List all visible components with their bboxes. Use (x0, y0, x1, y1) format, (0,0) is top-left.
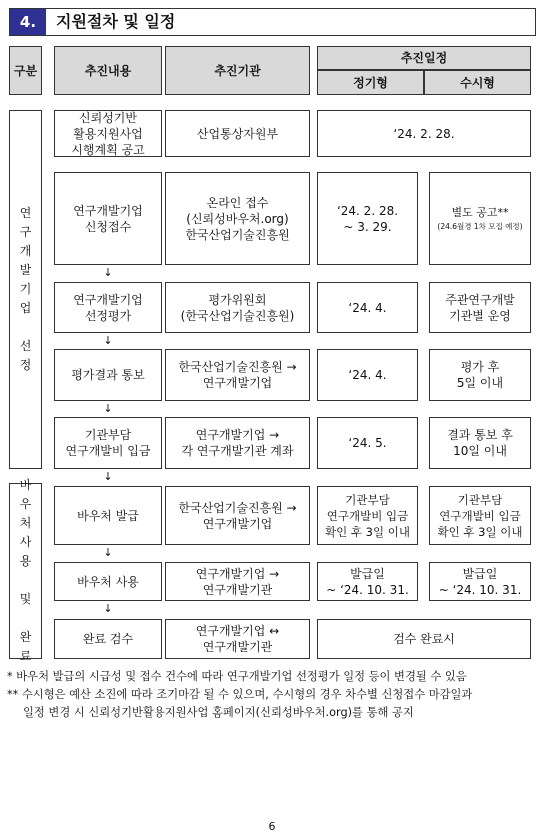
section-number: 4. (10, 9, 46, 35)
row-occasional: 기관부담 연구개발비 입금 확인 후 3일 이내 (429, 486, 531, 545)
header-occasional: 수시형 (424, 70, 531, 95)
group-selection (9, 110, 42, 469)
row-occasional: 결과 통보 후 10일 이내 (429, 417, 531, 469)
row-content: 완료 검수 (54, 619, 162, 659)
footnote: * 바우처 발급의 시급성 및 접수 건수에 따라 연구개발기업 선정평가 일정 등이 변경될 수 있음 (7, 670, 467, 683)
section-title: 지원절차 및 일정 (56, 12, 176, 31)
row-content: 바우처 발급 (54, 486, 162, 545)
row-content: 신뢰성기반 활용지원사업 시행계획 공고 (54, 110, 162, 157)
occasional-sub: (24.6월경 1차 모집 예정) (437, 221, 523, 231)
footnote: ** 수시형은 예산 소진에 따라 조기마감 될 수 있으며, 수시형의 경우 차수별 신청접수 마감일과 (7, 688, 473, 701)
header-content: 추진내용 (54, 46, 162, 95)
row-occasional: 발급일 ~ ‘24. 10. 31. (429, 562, 531, 601)
row-regular: ‘24. 4. (317, 282, 418, 333)
footnote: 일정 변경 시 신뢰성기반활용지원사업 홈페이지(신뢰성바우처.org)를 통해 공지 (23, 706, 414, 719)
flow-arrow: ↓ (103, 334, 113, 347)
row-regular: 발급일 ~ ‘24. 10. 31. (317, 562, 418, 601)
row-occasional: 주관연구개발 기관별 운영 (429, 282, 531, 333)
flow-arrow: ↓ (103, 546, 113, 559)
row-schedule-merged: ‘24. 2. 28. (317, 110, 531, 157)
row-agency: 한국산업기술진흥원 → 연구개발기업 (165, 349, 310, 401)
flow-arrow: ↓ (103, 402, 113, 415)
group-completion (9, 478, 42, 663)
row-agency: 한국산업기술진흥원 → 연구개발기업 (165, 486, 310, 545)
group-selection-label: 연 구 개 발 기 업 선 정 (19, 206, 32, 372)
header-regular: 정기형 (317, 70, 424, 95)
row-agency: 연구개발기업 ↔ 연구개발기관 (165, 619, 310, 659)
row-content: 바우처 사용 (54, 562, 162, 601)
row-regular: 기관부담 연구개발비 입금 확인 후 3일 이내 (317, 486, 418, 545)
header-category: 구분 (9, 46, 42, 95)
flow-arrow: ↓ (103, 266, 113, 279)
row-schedule-merged: 검수 완료시 (317, 619, 531, 659)
row-occasional: 평가 후 5일 이내 (429, 349, 531, 401)
row-agency: 평가위원회 (한국산업기술진흥원) (165, 282, 310, 333)
occasional-main: 별도 공고** (451, 205, 509, 219)
row-regular: ‘24. 5. (317, 417, 418, 469)
flow-arrow: ↓ (103, 470, 113, 483)
section-header (9, 8, 536, 36)
row-occasional (429, 172, 531, 265)
row-regular: ‘24. 4. (317, 349, 418, 401)
row-agency: 연구개발기업 → 각 연구개발기관 계좌 (165, 417, 310, 469)
row-agency: 온라인 접수 (신뢰성바우처.org) 한국산업기술진흥원 (165, 172, 310, 265)
header-agency: 추진기관 (165, 46, 310, 95)
row-content: 연구개발기업 신청접수 (54, 172, 162, 265)
row-agency: 연구개발기업 → 연구개발기관 (165, 562, 310, 601)
row-regular: ‘24. 2. 28. ~ 3. 29. (317, 172, 418, 265)
page-number: 6 (268, 820, 276, 833)
row-agency: 산업통상자원부 (165, 110, 310, 157)
group-completion-label: 바 우 처 사 용 및 완 료 (19, 478, 32, 663)
row-content: 평가결과 통보 (54, 349, 162, 401)
flow-arrow: ↓ (103, 602, 113, 615)
header-schedule: 추진일정 (317, 46, 531, 70)
row-content: 기관부담 연구개발비 입금 (54, 417, 162, 469)
row-content: 연구개발기업 선정평가 (54, 282, 162, 333)
